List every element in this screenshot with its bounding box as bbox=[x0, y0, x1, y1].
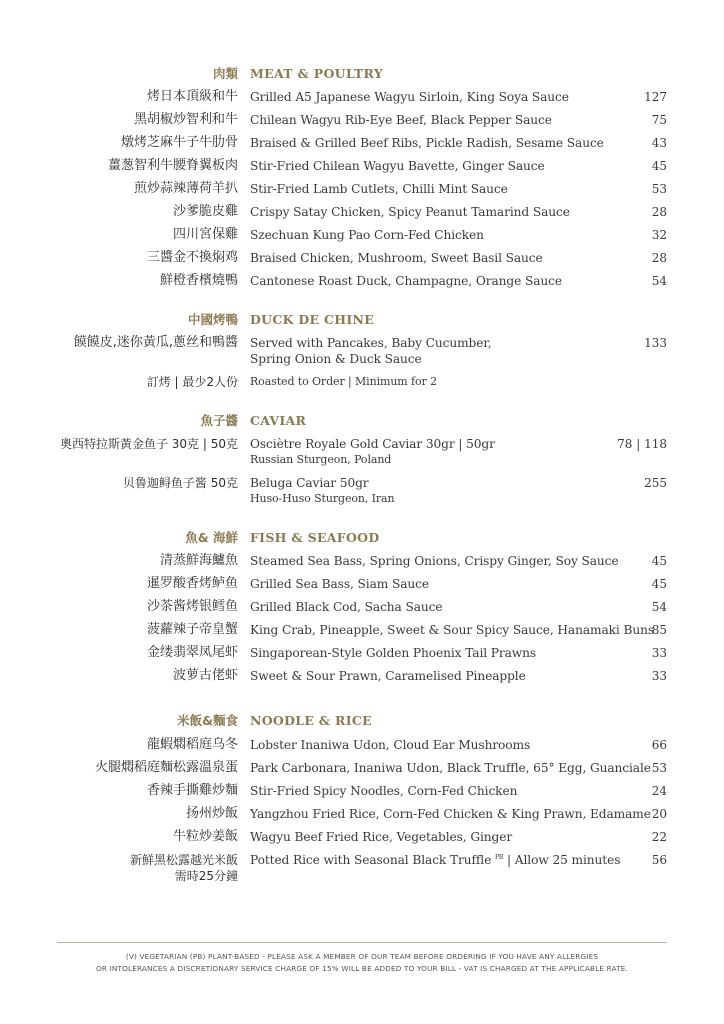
item-name-en-line2: Spring Onion & Duck Sauce bbox=[250, 352, 422, 366]
item-name-zh: 鮮橙香檳燒鴨 bbox=[159, 273, 238, 288]
menu-item bbox=[0, 474, 724, 510]
section-title-en: MEAT & POULTRY bbox=[250, 66, 384, 81]
item-note-en: | Allow 25 minutes bbox=[503, 853, 621, 867]
footer-disclaimer-line1: (V) VEGETARIAN (PB) PLANT-BASED - PLEASE ASK A MEMBER OF OUR TEAM BEFORE ORDERING IF YOU HAVE ANY ALLERGIES bbox=[125, 952, 599, 961]
item-price: 24 bbox=[651, 784, 667, 798]
footer-divider bbox=[57, 942, 667, 943]
item-name-zh: 烤日本頂級和牛 bbox=[146, 89, 238, 104]
item-origin: Huso-Huso Sturgeon, Iran bbox=[250, 492, 395, 505]
menu-item-note bbox=[0, 373, 724, 393]
item-price: 43 bbox=[651, 136, 667, 150]
item-price: 66 bbox=[651, 738, 667, 752]
item-name-zh: 四川宮保雞 bbox=[172, 227, 238, 242]
plant-based-marker: PB bbox=[495, 853, 504, 861]
item-name-en: Lobster Inaniwa Udon, Cloud Ear Mushrooms bbox=[250, 738, 531, 752]
item-name-en: Szechuan Kung Pao Corn-Fed Chicken bbox=[250, 228, 484, 242]
item-name-en: Braised Chicken, Mushroom, Sweet Basil Sauce bbox=[250, 251, 543, 265]
section-title-en: FISH & SEAFOOD bbox=[250, 530, 380, 545]
section-title-zh: 魚& 海鮮 bbox=[185, 530, 238, 545]
menu-item bbox=[0, 851, 724, 887]
section-heading-fish bbox=[0, 529, 724, 549]
menu-item bbox=[0, 667, 724, 687]
item-price: 75 bbox=[651, 113, 667, 127]
item-price: 32 bbox=[651, 228, 667, 242]
menu-item bbox=[0, 134, 724, 154]
item-name-zh: 贝鲁迦鲟鱼子酱 50克 bbox=[122, 476, 238, 490]
item-name-en: Stir-Fried Lamb Cutlets, Chilli Mint Sauce bbox=[250, 182, 508, 196]
menu-item bbox=[0, 157, 724, 177]
item-price: 127 bbox=[644, 90, 667, 104]
section-title-zh: 中國烤鴨 bbox=[187, 312, 238, 327]
menu-item bbox=[0, 736, 724, 756]
item-name-zh: 龍蝦燜稻庭乌冬 bbox=[146, 737, 238, 752]
item-name-en: Park Carbonara, Inaniwa Udon, Black Truffle, 65° Egg, Guanciale bbox=[250, 761, 651, 775]
menu-item bbox=[0, 828, 724, 848]
item-name-en-text: Potted Rice with Seasonal Black Truffle bbox=[250, 853, 492, 867]
item-price: 53 bbox=[651, 761, 667, 775]
menu-item bbox=[0, 621, 724, 641]
item-price: 33 bbox=[651, 669, 667, 683]
menu-item bbox=[0, 805, 724, 825]
item-price: 53 bbox=[651, 182, 667, 196]
section-title-en: CAVIAR bbox=[250, 413, 307, 428]
item-price: 54 bbox=[651, 600, 667, 614]
item-name-zh: 饃饃皮,迷你黃瓜,蔥丝和鴨醬 bbox=[73, 335, 238, 350]
item-name-zh: 煎炒蒜辣薄荷羊扒 bbox=[133, 181, 238, 196]
item-name-zh: 金缕翡翠凤尾虾 bbox=[146, 645, 238, 660]
item-name-zh: 薑葱智利牛腰脊翼板肉 bbox=[107, 158, 238, 173]
menu-item bbox=[0, 111, 724, 131]
menu-item bbox=[0, 644, 724, 664]
section-heading-noodle bbox=[0, 712, 724, 732]
item-name-en: King Crab, Pineapple, Sweet & Sour Spicy Sauce, Hanamaki Buns bbox=[250, 623, 655, 637]
item-name-zh: 黑胡椒炒智利和牛 bbox=[133, 112, 238, 127]
item-name-en: Stir-Fried Spicy Noodles, Corn-Fed Chicken bbox=[250, 784, 518, 798]
item-name-en: Steamed Sea Bass, Spring Onions, Crispy Ginger, Soy Sauce bbox=[250, 554, 619, 568]
item-name-zh: 牛粒炒姜飯 bbox=[172, 829, 238, 844]
menu-item bbox=[0, 272, 724, 292]
item-name-en: Crispy Satay Chicken, Spicy Peanut Tamarind Sauce bbox=[250, 205, 570, 219]
item-name-zh: 火腿燜稻庭麵松露溫泉蛋 bbox=[94, 760, 238, 775]
item-name-en: Cantonese Roast Duck, Champagne, Orange Sauce bbox=[250, 274, 562, 288]
item-name-zh: 三醬金不換焖鸡 bbox=[146, 250, 238, 265]
item-price: 28 bbox=[651, 205, 667, 219]
menu-item bbox=[0, 435, 724, 471]
item-name-zh: 沙爹脆皮雞 bbox=[172, 204, 238, 219]
item-name-zh: 沙茶酱烤银鳕鱼 bbox=[146, 599, 238, 614]
item-note-zh: 需時25分鐘 bbox=[174, 869, 238, 883]
footer-disclaimer-line2: OR INTOLERANCES A DISCRETIONARY SERVICE CHARGE OF 15% WILL BE ADDED TO YOUR BILL - VAT IS CHARGED AT THE APPLICABLE RATE. bbox=[95, 964, 628, 973]
menu-item bbox=[0, 598, 724, 618]
menu-item bbox=[0, 552, 724, 572]
item-note-zh: 訂烤 | 最少2人份 bbox=[146, 375, 238, 389]
item-origin: Russian Sturgeon, Poland bbox=[250, 453, 392, 466]
menu-item bbox=[0, 203, 724, 223]
section-title-zh: 米飯&麵食 bbox=[177, 713, 238, 728]
item-name-en: Grilled Black Cod, Sacha Sauce bbox=[250, 600, 443, 614]
item-name-zh: 扬州炒飯 bbox=[185, 806, 238, 821]
menu-item bbox=[0, 334, 724, 370]
item-note-en: Roasted to Order | Minimum for 2 bbox=[250, 375, 437, 388]
item-price: 20 bbox=[651, 807, 667, 821]
item-price: 33 bbox=[651, 646, 667, 660]
item-name-en: Osciètre Royale Gold Caviar 30gr | 50gr bbox=[250, 437, 495, 451]
menu-item bbox=[0, 249, 724, 269]
item-name-zh: 新鮮黑松露越光米飯 bbox=[129, 853, 238, 867]
section-heading-caviar bbox=[0, 412, 724, 432]
item-name-zh: 波萝古佬虾 bbox=[172, 668, 238, 683]
menu-item bbox=[0, 575, 724, 595]
menu-item bbox=[0, 180, 724, 200]
item-price: 56 bbox=[651, 853, 667, 867]
section-title-zh: 肉類 bbox=[212, 66, 238, 81]
item-name-zh: 奧西特拉斯黃金鱼子 30克 | 50克 bbox=[59, 437, 238, 451]
item-name-en: Wagyu Beef Fried Rice, Vegetables, Ginger bbox=[250, 830, 513, 844]
menu-item bbox=[0, 88, 724, 108]
item-price: 133 bbox=[644, 336, 667, 350]
menu-item bbox=[0, 226, 724, 246]
item-name-en: Singaporean-Style Golden Phoenix Tail Prawns bbox=[250, 646, 537, 660]
item-name-en bbox=[250, 851, 620, 869]
item-price: 54 bbox=[651, 274, 667, 288]
item-price: 45 bbox=[651, 577, 667, 591]
section-title-en: NOODLE & RICE bbox=[250, 713, 372, 728]
item-name-en: Grilled Sea Bass, Siam Sauce bbox=[250, 577, 429, 591]
item-name-en: Sweet & Sour Prawn, Caramelised Pineapple bbox=[250, 669, 526, 683]
section-title-zh: 魚子醬 bbox=[200, 413, 238, 428]
item-name-en: Yangzhou Fried Rice, Corn-Fed Chicken & King Prawn, Edamame bbox=[250, 807, 651, 821]
item-price: 255 bbox=[644, 476, 667, 490]
section-heading-meat bbox=[0, 65, 724, 85]
item-name-zh: 清蒸鮮海鱸魚 bbox=[159, 553, 238, 568]
item-price: 78 | 118 bbox=[617, 437, 667, 451]
item-name-zh: 暹罗酸香烤鲈鱼 bbox=[146, 576, 238, 591]
item-name-en: Chilean Wagyu Rib-Eye Beef, Black Pepper Sauce bbox=[250, 113, 552, 127]
item-price: 45 bbox=[651, 554, 667, 568]
item-name-en: Braised & Grilled Beef Ribs, Pickle Radish, Sesame Sauce bbox=[250, 136, 604, 150]
item-price: 45 bbox=[651, 159, 667, 173]
section-title-en: DUCK DE CHINE bbox=[250, 312, 375, 327]
item-price: 85 bbox=[651, 623, 667, 637]
item-name-zh: 菠蘿辣子帝皇蟹 bbox=[146, 622, 238, 637]
item-name-en: Grilled A5 Japanese Wagyu Sirloin, King Soya Sauce bbox=[250, 90, 569, 104]
item-name-zh: 香辣手撕雞炒麵 bbox=[146, 783, 238, 798]
item-name-en: Stir-Fried Chilean Wagyu Bavette, Ginger Sauce bbox=[250, 159, 545, 173]
menu-item bbox=[0, 782, 724, 802]
item-name-zh: 燉烤芝麻牛子牛肋骨 bbox=[120, 135, 238, 150]
menu-item bbox=[0, 759, 724, 779]
item-name-en: Served with Pancakes, Baby Cucumber, bbox=[250, 336, 492, 350]
item-name-en: Beluga Caviar 50gr bbox=[250, 476, 369, 490]
item-price: 28 bbox=[651, 251, 667, 265]
item-price: 22 bbox=[651, 830, 667, 844]
section-heading-duck bbox=[0, 311, 724, 331]
